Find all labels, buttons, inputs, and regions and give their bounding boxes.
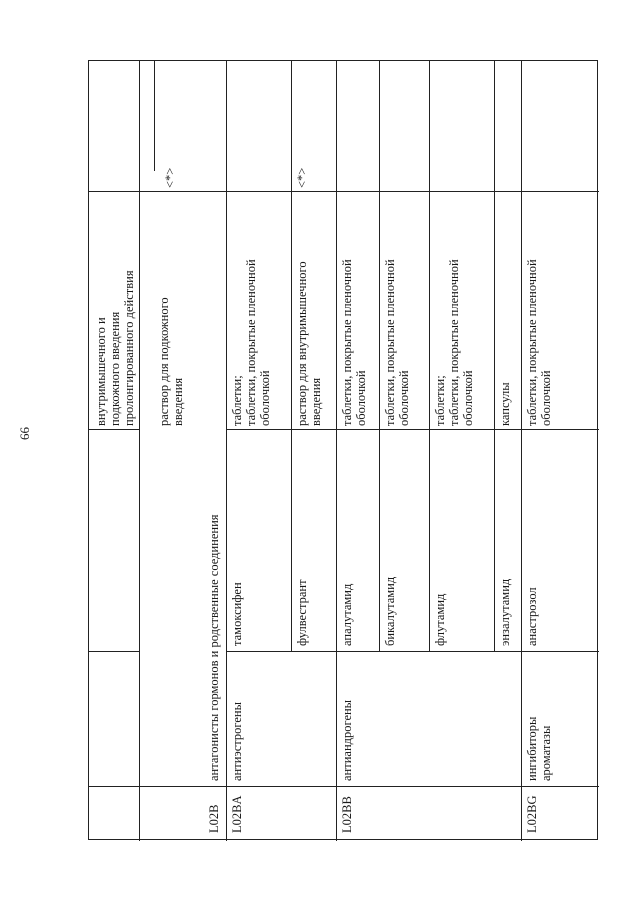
- cont-form-lower: раствор для подкожного введения: [157, 297, 185, 426]
- row-l02ba-group: антиэстрогены: [230, 701, 244, 781]
- cont-form-upper: внутримышечного и подкожного введения пролонгированного действия: [94, 270, 136, 426]
- rule-l02bb-a: [379, 61, 380, 651]
- row-l02bb-form-3: таблетки; таблетки, покрытые пленочной оболочкой: [433, 259, 475, 426]
- row-l02bb-code: L02BB: [340, 796, 354, 833]
- rule-l02ba-top: [226, 61, 227, 841]
- drug-table: [88, 60, 598, 840]
- row-l02bb-drug-3: флутамид: [433, 593, 447, 646]
- rule-l02bb-top: [336, 61, 337, 841]
- row-l02ba-drug-1: тамоксифен: [230, 582, 244, 646]
- row-l02ba-drug-2: фулвестрант: [295, 579, 309, 646]
- rule-cont-split: [154, 61, 155, 171]
- row-l02bb-form-2: таблетки, покрытые пленочной оболочкой: [383, 259, 411, 426]
- rule-col-drug-group: [89, 651, 139, 652]
- rule-col-form-drug: [89, 429, 139, 430]
- rule-l02bb-c: [494, 61, 495, 651]
- row-l02b-group: антагонисты гормонов и родственные соединения: [207, 514, 221, 781]
- row-l02bb-form-4: капсулы: [498, 382, 512, 426]
- row-l02bg-form-1: таблетки, покрытые пленочной оболочкой: [525, 259, 553, 426]
- rule-header-bottom: [139, 61, 140, 841]
- row-l02bb-drug-2: бикалутамид: [383, 576, 397, 646]
- page-number: 66: [17, 427, 32, 440]
- rule-col-form-drug-2: [226, 429, 599, 430]
- cont-note: <*>: [163, 167, 177, 188]
- row-l02ba-note-2: <*>: [295, 167, 309, 188]
- row-l02b-code: L02B: [207, 804, 221, 833]
- rule-l02bb-b: [429, 61, 430, 651]
- row-l02ba-code: L02BA: [230, 795, 244, 833]
- row-l02bg-group: ингибиторы ароматазы: [525, 716, 553, 781]
- row-l02bb-group: антиандрогены: [340, 699, 354, 781]
- row-l02ba-form-2: раствор для внутримышечного введения: [295, 261, 323, 426]
- row-l02bg-code: L02BG: [525, 795, 539, 833]
- row-l02bb-drug-4: энзалутамид: [498, 578, 512, 646]
- row-l02ba-form-1: таблетки; таблетки, покрытые пленочной оболочкой: [230, 259, 272, 426]
- row-l02bb-drug-1: апалутамид: [340, 583, 354, 646]
- row-l02bg-drug-1: анастрозол: [525, 587, 539, 646]
- rule-l02bg-top: [521, 61, 522, 841]
- rule-l02ba-split: [291, 61, 292, 651]
- row-l02bb-form-1: таблетки, покрытые пленочной оболочкой: [340, 259, 368, 426]
